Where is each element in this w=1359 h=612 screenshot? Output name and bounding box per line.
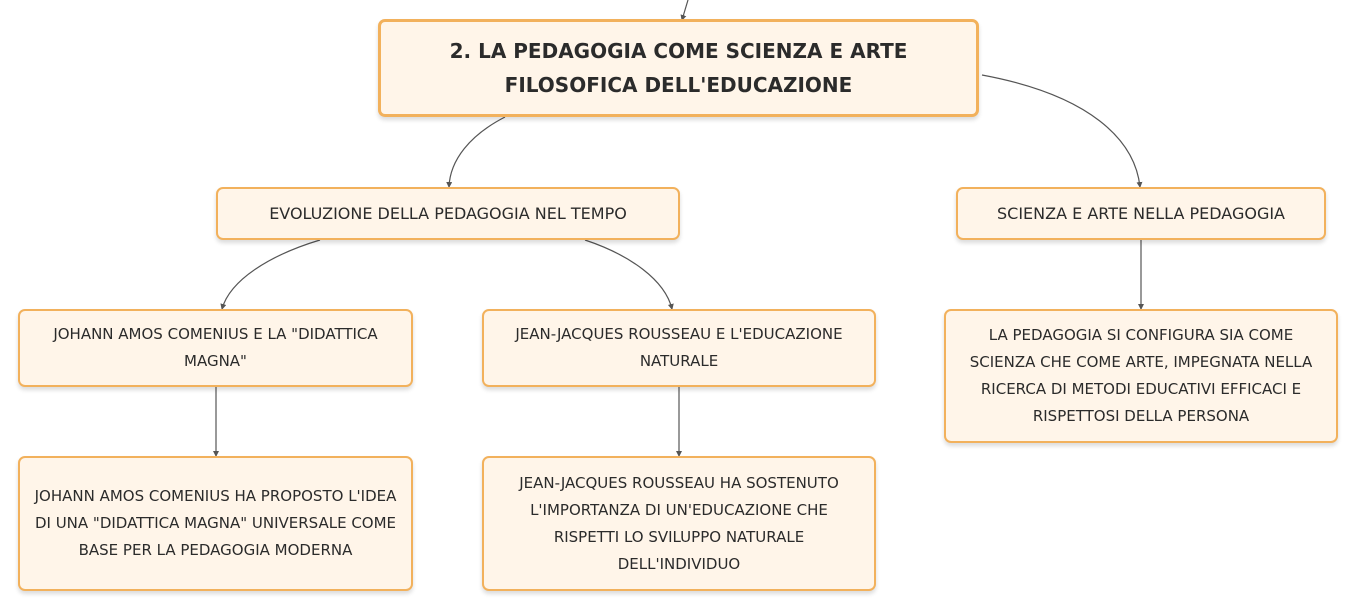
node-scienza-arte[interactable] (956, 187, 1326, 240)
node-rousseau-detail-label: JEAN-JACQUES ROUSSEAU HA SOSTENUTO L'IMPORTANZA DI UN'EDUCAZIONE CHE RISPETTI LO SVILUPPO NATURALE DELL'INDIVIDUO (519, 473, 839, 573)
node-evoluzione[interactable] (216, 187, 680, 240)
node-rousseau-detail[interactable] (482, 456, 876, 591)
node-comenius-detail-label: JOHANN AMOS COMENIUS HA PROPOSTO L'IDEA DI UNA "DIDATTICA MAGNA" UNIVERSALE COME BASE PER LA PEDAGOGIA MODERNA (34, 487, 397, 559)
node-rousseau-label: JEAN-JACQUES ROUSSEAU E L'EDUCAZIONE NATURALE (515, 325, 843, 370)
connector-root-evoluzione (449, 117, 505, 187)
node-comenius[interactable] (18, 309, 413, 387)
connector-evoluzione-rousseau (585, 240, 672, 309)
node-rousseau[interactable] (482, 309, 876, 387)
root-label: 2. LA PEDAGOGIA COME SCIENZA E ARTE FILOSOFICA DELL'EDUCAZIONE (449, 39, 908, 97)
node-evoluzione-label: EVOLUZIONE DELLA PEDAGOGIA NEL TEMPO (269, 204, 627, 223)
node-scienza-arte-detail[interactable] (944, 309, 1338, 443)
node-comenius-label: JOHANN AMOS COMENIUS E LA "DIDATTICA MAGNA" (53, 325, 378, 370)
connector-incoming (682, 0, 688, 20)
node-scienza-arte-detail-label: LA PEDAGOGIA SI CONFIGURA SIA COME SCIENZA CHE COME ARTE, IMPEGNATA NELLA RICERCA DI METODI EDUCATIVI EFFICACI E RISPETTOSI DELLA PERSONA (969, 326, 1313, 425)
node-comenius-detail[interactable] (18, 456, 413, 591)
node-scienza-arte-label: SCIENZA E ARTE NELLA PEDAGOGIA (997, 204, 1285, 223)
connector-evoluzione-comenius (222, 240, 320, 309)
root-node[interactable] (378, 19, 979, 117)
connector-root-scienza (982, 75, 1140, 187)
